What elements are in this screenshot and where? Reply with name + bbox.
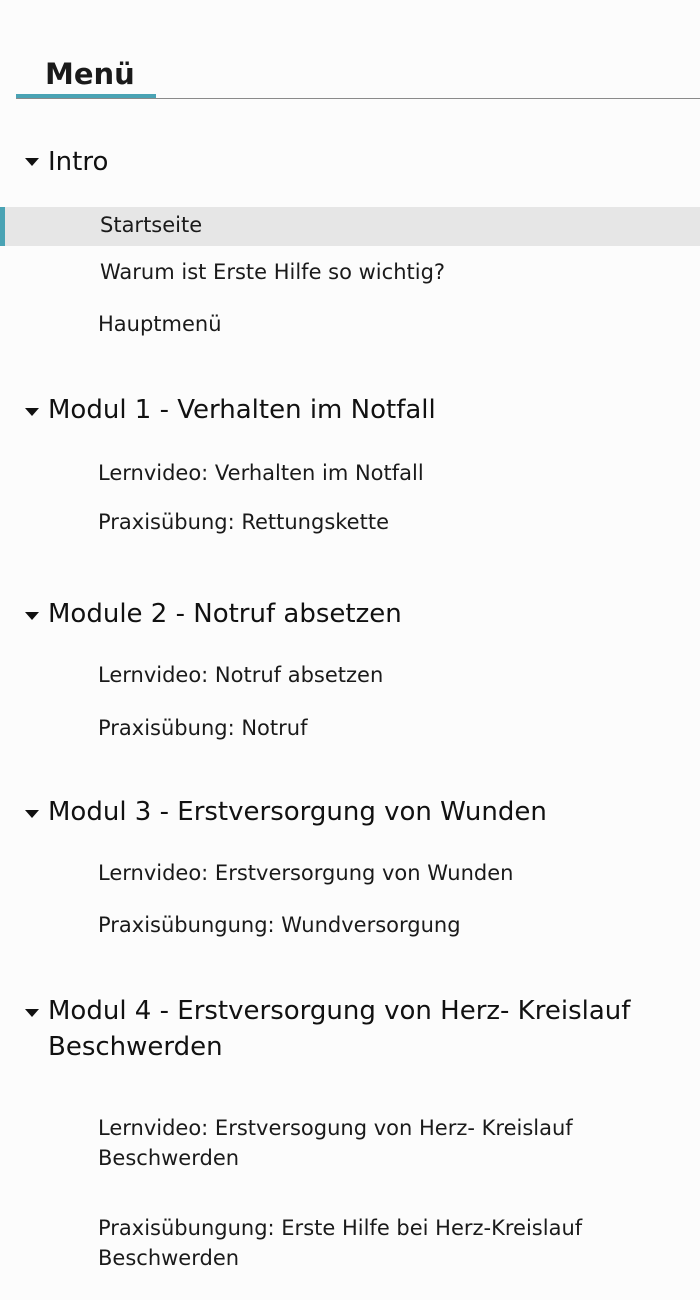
menu-item-lernvideo-notruf[interactable]	[0, 658, 700, 694]
menu-item-label: Warum ist Erste Hilfe so wichtig?	[100, 260, 446, 284]
menu-item-label: Lernvideo: Erstversorgung von Wunden	[98, 861, 514, 885]
section-header-modul-3[interactable]	[0, 794, 700, 832]
section-title: Intro	[48, 147, 109, 177]
section-title: Modul 4 - Erstversorgung von Herz- Kreislauf Beschwerden	[48, 996, 631, 1062]
menu-item-label: Praxisübungung: Erste Hilfe bei Herz-Kreislauf Beschwerden	[98, 1216, 583, 1270]
menu-title: Menü	[45, 57, 135, 91]
menu-item-hauptmenue[interactable]	[0, 307, 700, 343]
caret-down-icon	[25, 158, 39, 166]
caret-down-icon	[25, 612, 39, 620]
menu-item-label: Praxisübung: Notruf	[98, 716, 308, 740]
section-header-modul-1[interactable]	[0, 392, 700, 430]
section-title: Module 2 - Notruf absetzen	[48, 599, 402, 629]
section-title: Modul 3 - Erstversorgung von Wunden	[48, 797, 547, 827]
menu-item-label: Lernvideo: Erstversogung von Herz- Kreislauf Beschwerden	[98, 1116, 573, 1170]
menu-item-warum-erste-hilfe[interactable]	[0, 254, 700, 290]
section-header-intro[interactable]	[0, 144, 700, 182]
section-header-modul-4[interactable]	[0, 993, 700, 1067]
caret-down-icon	[25, 408, 39, 416]
menu-item-label: Hauptmenü	[98, 312, 222, 336]
menu-item-praxis-rettungskette[interactable]	[0, 505, 700, 541]
section-header-module-2[interactable]	[0, 596, 700, 634]
menu-item-label: Lernvideo: Verhalten im Notfall	[98, 461, 424, 485]
active-indicator	[0, 207, 5, 246]
menu-item-label: Lernvideo: Notruf absetzen	[98, 663, 384, 687]
menu-item-lernvideo-verhalten[interactable]	[0, 456, 700, 492]
caret-down-icon	[25, 810, 39, 818]
menu-divider	[16, 98, 700, 99]
menu-item-startseite[interactable]	[0, 207, 700, 246]
menu-header	[0, 0, 700, 100]
section-title: Modul 1 - Verhalten im Notfall	[48, 395, 436, 425]
menu-item-praxis-wundversorgung[interactable]	[0, 908, 700, 944]
menu-item-label: Praxisübungung: Wundversorgung	[98, 913, 461, 937]
menu-item-label: Startseite	[100, 213, 203, 237]
menu-item-lernvideo-herz-kreislauf[interactable]	[0, 1112, 700, 1176]
caret-down-icon	[25, 1009, 39, 1017]
menu-item-label: Praxisübung: Rettungskette	[98, 510, 389, 534]
menu-item-lernvideo-wunden[interactable]	[0, 856, 700, 892]
menu-item-praxis-notruf[interactable]	[0, 711, 700, 747]
menu-item-praxis-herz-kreislauf[interactable]	[0, 1212, 700, 1276]
